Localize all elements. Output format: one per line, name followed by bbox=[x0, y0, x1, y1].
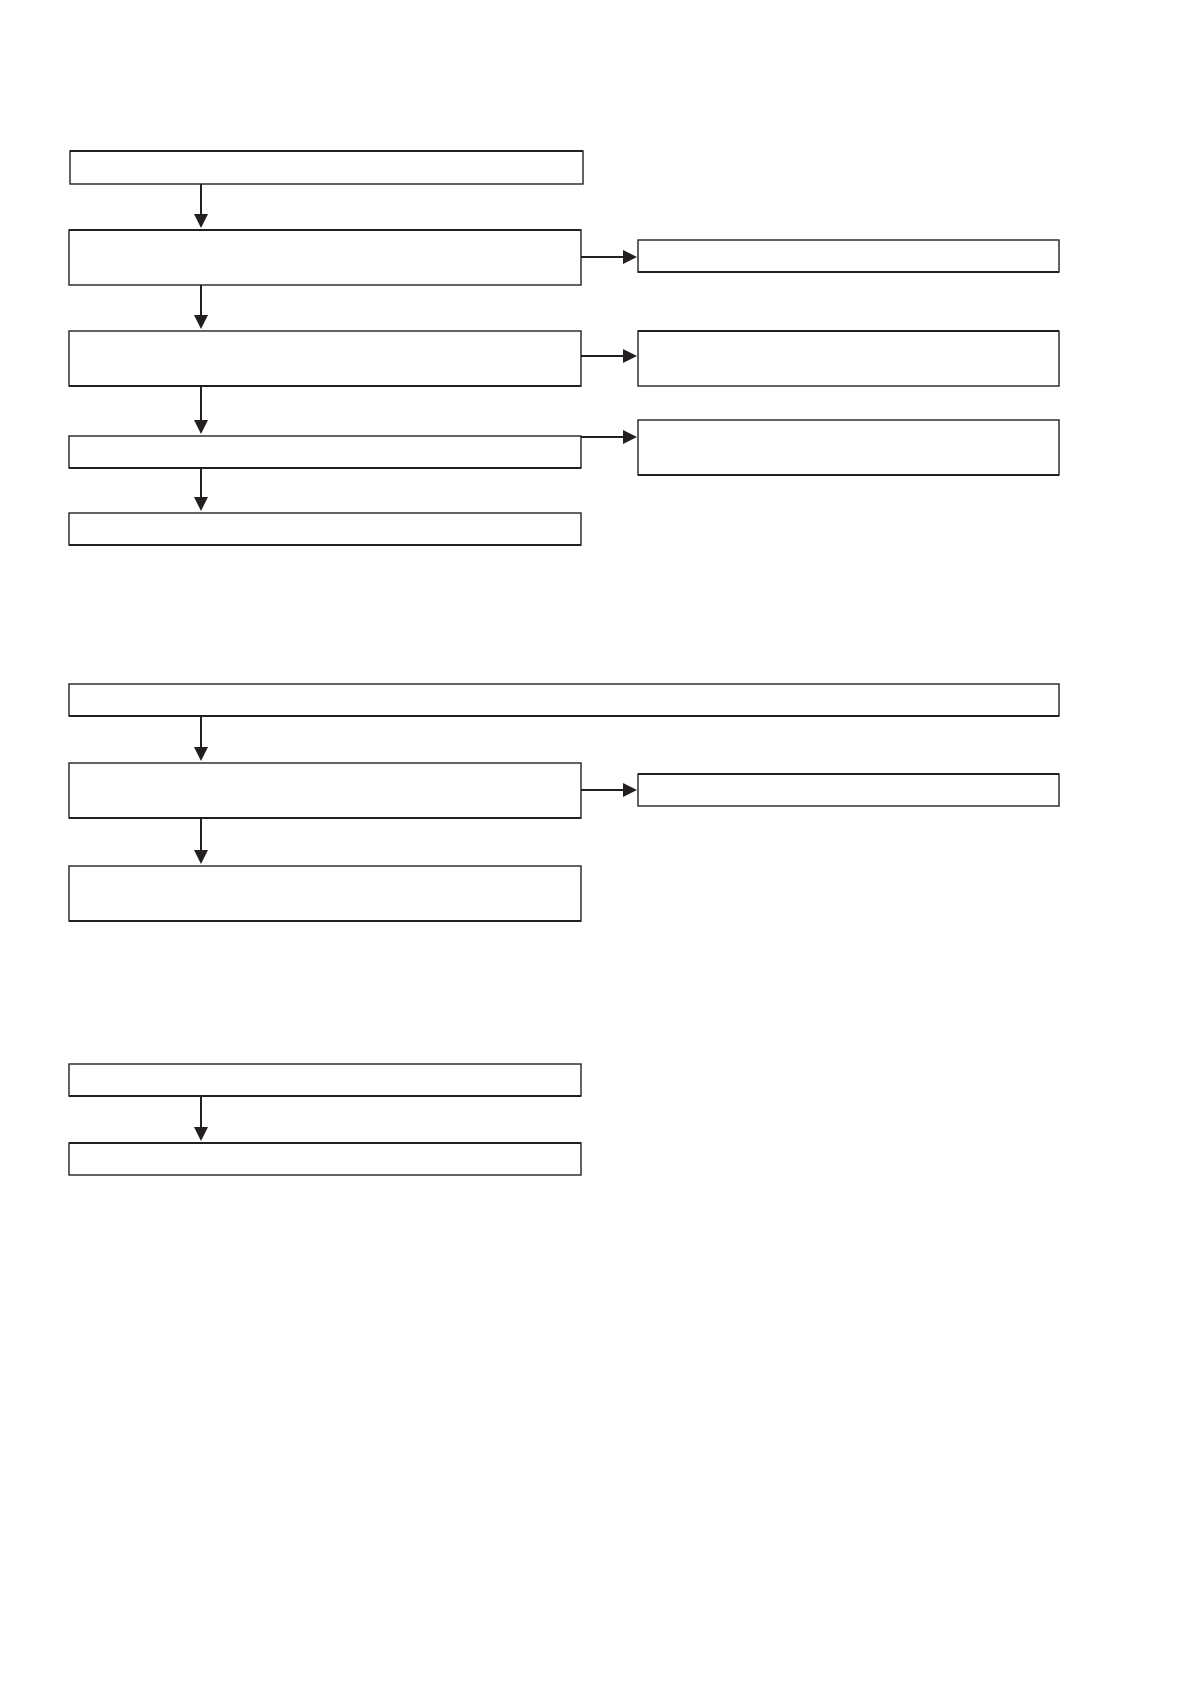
f2-arrow-step2-to-side1 bbox=[581, 783, 637, 797]
flowchart-1 bbox=[69, 151, 1059, 545]
f2-arrow-step1-to-step2 bbox=[194, 716, 208, 761]
f1-arrow-step4-to-step5 bbox=[194, 468, 208, 511]
flowchart-2 bbox=[69, 684, 1059, 921]
flowchart-3 bbox=[69, 1064, 581, 1175]
f1-step-3-box bbox=[69, 331, 581, 386]
f1-arrow-step3-to-step4 bbox=[194, 386, 208, 434]
f1-step-4-box bbox=[69, 436, 581, 468]
f1-arrow-step2-to-step3 bbox=[194, 285, 208, 329]
f3-step-2-box bbox=[69, 1143, 581, 1175]
f3-arrow-step1-to-step2 bbox=[194, 1096, 208, 1141]
f1-side-1-box bbox=[638, 240, 1059, 272]
f1-step-5-box bbox=[69, 513, 581, 545]
f1-side-3-box bbox=[638, 420, 1059, 475]
f2-side-1-box bbox=[638, 774, 1059, 806]
f3-step-1-box bbox=[69, 1064, 581, 1096]
f2-step-1-box bbox=[69, 684, 1059, 716]
f1-arrow-step2-to-side1 bbox=[581, 250, 637, 264]
f2-arrow-step2-to-step3 bbox=[194, 818, 208, 864]
f1-arrow-step1-to-step2 bbox=[194, 184, 208, 228]
f1-arrow-step4-to-side3 bbox=[581, 430, 637, 444]
f1-step-1-box bbox=[70, 151, 583, 184]
f2-step-2-box bbox=[69, 763, 581, 818]
f2-step-3-box bbox=[69, 866, 581, 921]
f1-step-2-box bbox=[69, 230, 581, 285]
f1-side-2-box bbox=[638, 331, 1059, 386]
f1-arrow-step3-to-side2 bbox=[581, 349, 637, 363]
